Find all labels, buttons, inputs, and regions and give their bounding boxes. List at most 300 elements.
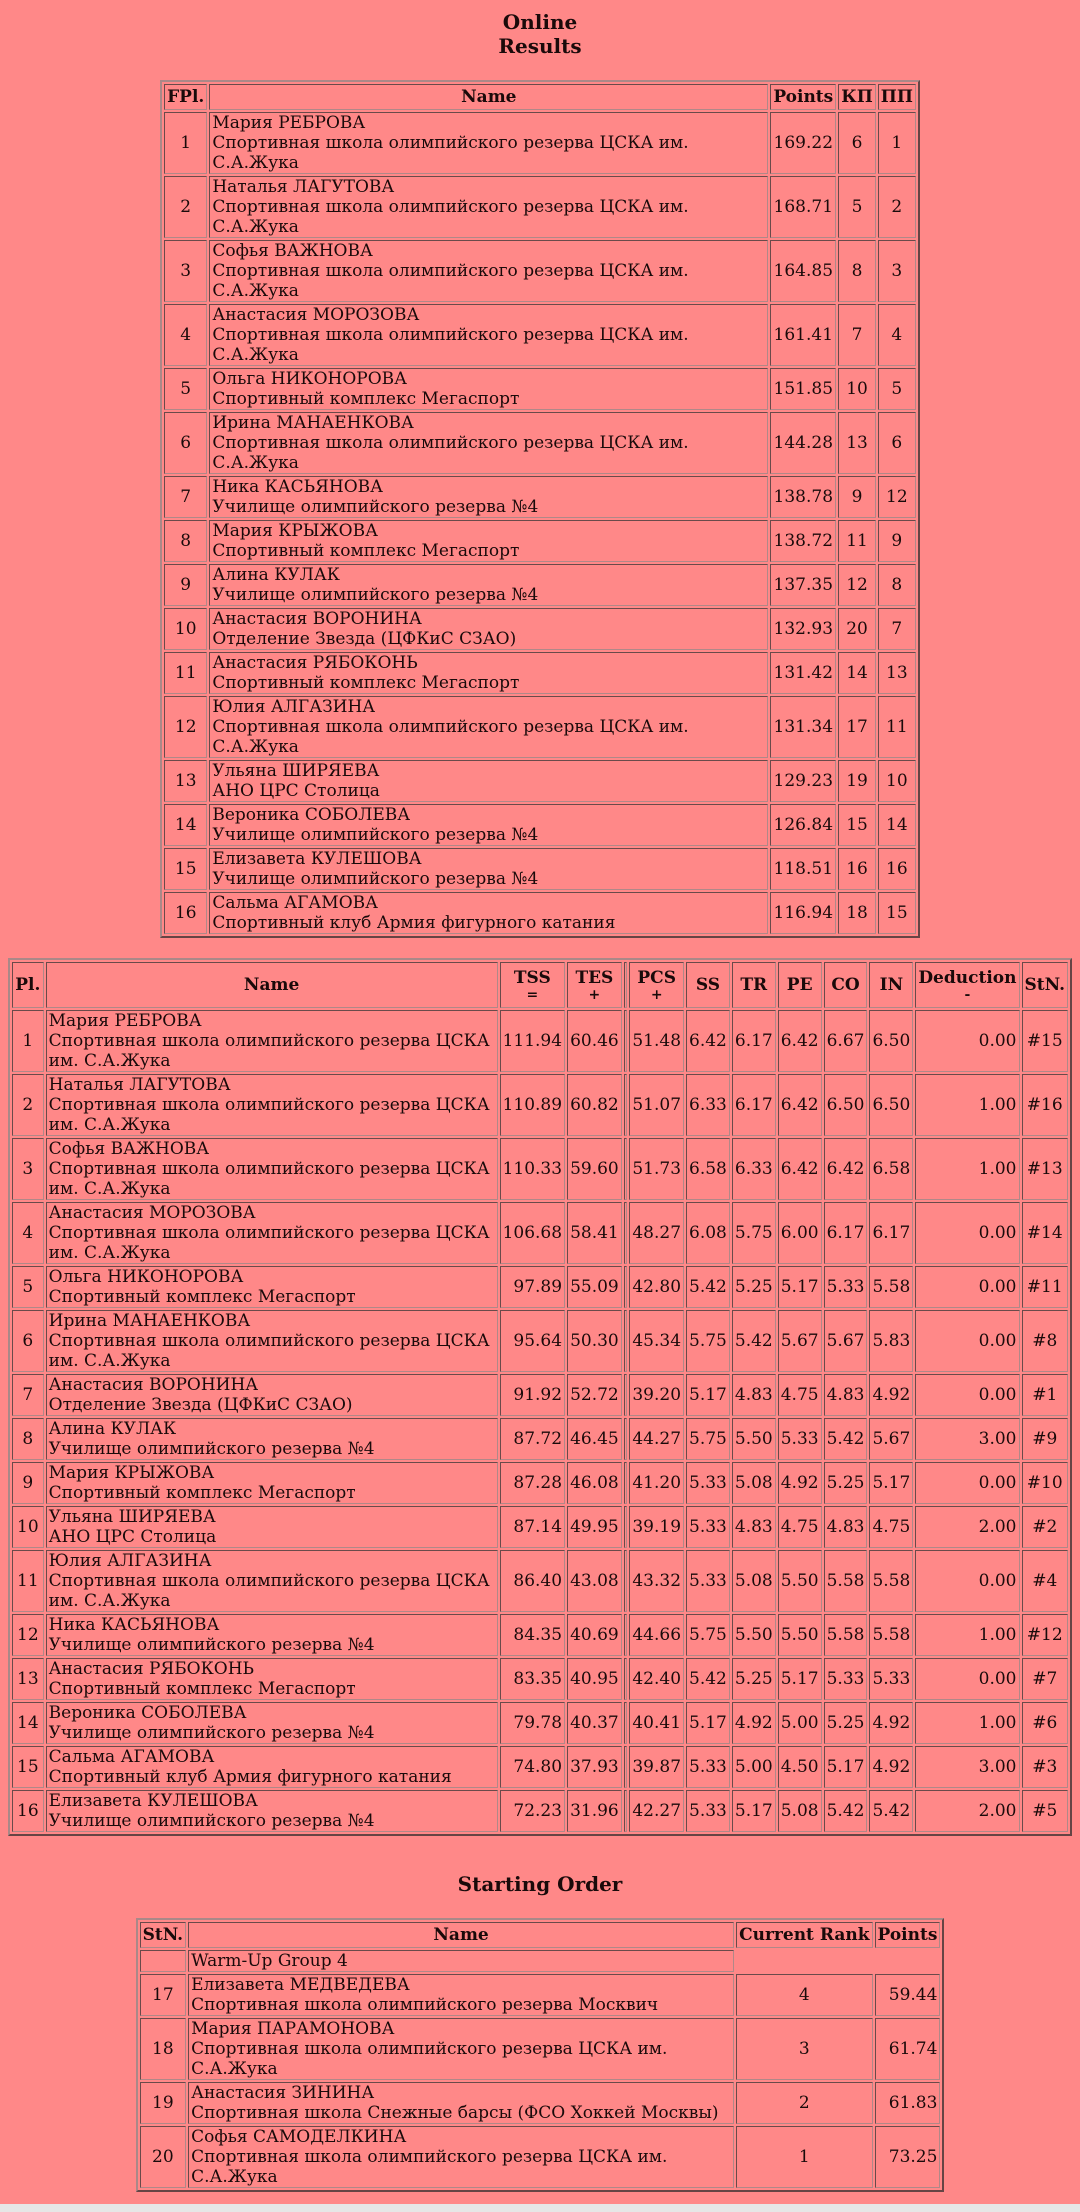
overall-row bbox=[164, 176, 916, 238]
points: 118.51 bbox=[770, 848, 836, 890]
col-tes-label: TES bbox=[575, 968, 614, 988]
tr-value: 5.50 bbox=[732, 1614, 776, 1656]
athlete-club: АНО ЦРС Столица bbox=[48, 1527, 217, 1547]
tss-value: 91.92 bbox=[500, 1374, 565, 1416]
overall-row bbox=[164, 112, 916, 174]
athlete-name: Вероника СОБОЛЕВА bbox=[212, 805, 411, 825]
col-in: IN bbox=[869, 962, 913, 1008]
co-value: 5.25 bbox=[824, 1702, 868, 1744]
col-points: Points bbox=[875, 1922, 941, 1948]
pe-value: 5.00 bbox=[778, 1702, 822, 1744]
segment-row bbox=[12, 1614, 1068, 1656]
ss-value: 5.33 bbox=[686, 1746, 730, 1788]
points: 131.34 bbox=[770, 696, 836, 758]
pcs-value: 43.32 bbox=[629, 1550, 684, 1612]
co-value: 5.42 bbox=[824, 1790, 868, 1832]
deduction-value: 3.00 bbox=[915, 1418, 1019, 1460]
deduction-value: 0.00 bbox=[915, 1462, 1019, 1504]
in-value: 5.58 bbox=[869, 1550, 913, 1612]
co-value: 5.67 bbox=[824, 1310, 868, 1372]
athlete-club: Спортивный комплекс Мегаспорт bbox=[48, 1483, 356, 1503]
place: 3 bbox=[12, 1138, 44, 1200]
place: 5 bbox=[164, 368, 207, 410]
pcs-value: 42.80 bbox=[629, 1266, 684, 1308]
deduction-value: 1.00 bbox=[915, 1074, 1019, 1136]
separator-cell bbox=[624, 1310, 628, 1372]
segment-row bbox=[12, 1202, 1068, 1264]
page-title bbox=[0, 10, 1080, 58]
athlete-name: Елизавета КУЛЕШОВА bbox=[212, 849, 422, 869]
athlete-club: Училище олимпийского резерва №4 bbox=[212, 825, 539, 845]
pp-rank: 2 bbox=[878, 176, 916, 238]
athlete-cell bbox=[209, 240, 768, 302]
ss-value: 5.42 bbox=[686, 1658, 730, 1700]
overall-header-row bbox=[164, 84, 916, 110]
athlete-club: Спортивный клуб Армия фигурного катания bbox=[48, 1767, 452, 1787]
start-number: #3 bbox=[1022, 1746, 1069, 1788]
col-tss-label: TSS bbox=[513, 968, 551, 988]
kp-rank: 17 bbox=[838, 696, 876, 758]
co-value: 4.83 bbox=[824, 1506, 868, 1548]
segment-row bbox=[12, 1550, 1068, 1612]
athlete-name: Алина КУЛАК bbox=[212, 565, 340, 585]
tr-value: 4.83 bbox=[732, 1374, 776, 1416]
athlete-cell bbox=[188, 2082, 734, 2124]
tr-value: 6.17 bbox=[732, 1010, 776, 1072]
athlete-club: Училище олимпийского резерва №4 bbox=[48, 1811, 375, 1831]
overall-row bbox=[164, 804, 916, 846]
ss-value: 5.75 bbox=[686, 1418, 730, 1460]
col-pcs bbox=[629, 962, 684, 1008]
in-value: 4.92 bbox=[869, 1374, 913, 1416]
deduction-value: 1.00 bbox=[915, 1138, 1019, 1200]
co-value: 5.17 bbox=[824, 1746, 868, 1788]
athlete-cell bbox=[209, 760, 768, 802]
kp-rank: 9 bbox=[838, 476, 876, 518]
overall-row bbox=[164, 240, 916, 302]
pcs-value: 42.40 bbox=[629, 1658, 684, 1700]
athlete-cell bbox=[209, 608, 768, 650]
pcs-value: 41.20 bbox=[629, 1462, 684, 1504]
athlete-name: Ирина МАНАЕНКОВА bbox=[48, 1311, 251, 1331]
in-value: 4.92 bbox=[869, 1746, 913, 1788]
warmup-group-label: Warm-Up Group 4 bbox=[188, 1950, 734, 1972]
in-value: 6.58 bbox=[869, 1138, 913, 1200]
athlete-club: Спортивный комплекс Мегаспорт bbox=[212, 541, 520, 561]
deduction-value: 0.00 bbox=[915, 1266, 1019, 1308]
ss-value: 5.33 bbox=[686, 1506, 730, 1548]
pcs-value: 51.48 bbox=[629, 1010, 684, 1072]
pp-rank: 7 bbox=[878, 608, 916, 650]
tes-value: 31.96 bbox=[567, 1790, 622, 1832]
athlete-club: Училище олимпийского резерва №4 bbox=[212, 869, 539, 889]
athlete-cell bbox=[209, 564, 768, 606]
tss-value: 111.94 bbox=[500, 1010, 565, 1072]
tes-value: 40.95 bbox=[567, 1658, 622, 1700]
pp-rank: 3 bbox=[878, 240, 916, 302]
kp-rank: 15 bbox=[838, 804, 876, 846]
col-co: CO bbox=[824, 962, 868, 1008]
points: 144.28 bbox=[770, 412, 836, 474]
tss-value: 110.33 bbox=[500, 1138, 565, 1200]
kp-rank: 14 bbox=[838, 652, 876, 694]
athlete-club: Училище олимпийского резерва №4 bbox=[48, 1723, 375, 1743]
pp-rank: 12 bbox=[878, 476, 916, 518]
place: 12 bbox=[164, 696, 207, 758]
separator-cell bbox=[624, 1010, 628, 1072]
col-tes-sub: + bbox=[588, 987, 601, 1003]
tr-value: 6.17 bbox=[732, 1074, 776, 1136]
pcs-value: 45.34 bbox=[629, 1310, 684, 1372]
athlete-name: Елизавета КУЛЕШОВА bbox=[48, 1791, 258, 1811]
points: 169.22 bbox=[770, 112, 836, 174]
points: 132.93 bbox=[770, 608, 836, 650]
separator-cell bbox=[624, 1138, 628, 1200]
col-name: Name bbox=[188, 1922, 734, 1948]
col-name: Name bbox=[46, 962, 498, 1008]
athlete-club: Спортивная школа олимпийского резерва ЦСКА им. С.А.Жука bbox=[212, 133, 689, 173]
title-line-1: Online bbox=[502, 10, 578, 34]
tes-value: 60.46 bbox=[567, 1010, 622, 1072]
place: 15 bbox=[164, 848, 207, 890]
athlete-cell bbox=[209, 304, 768, 366]
athlete-club: Училище олимпийского резерва №4 bbox=[48, 1635, 375, 1655]
pe-value: 4.75 bbox=[778, 1374, 822, 1416]
athlete-name: Мария РЕБРОВА bbox=[48, 1011, 202, 1031]
place: 12 bbox=[12, 1614, 44, 1656]
kp-rank: 13 bbox=[838, 412, 876, 474]
in-value: 5.42 bbox=[869, 1790, 913, 1832]
athlete-name: Анастасия РЯБОКОНЬ bbox=[48, 1659, 254, 1679]
tr-value: 5.08 bbox=[732, 1550, 776, 1612]
place: 13 bbox=[12, 1658, 44, 1700]
pe-value: 5.50 bbox=[778, 1614, 822, 1656]
place: 8 bbox=[164, 520, 207, 562]
points: 137.35 bbox=[770, 564, 836, 606]
col-tr: TR bbox=[732, 962, 776, 1008]
pp-rank: 14 bbox=[878, 804, 916, 846]
tss-value: 110.89 bbox=[500, 1074, 565, 1136]
athlete-cell bbox=[46, 1462, 498, 1504]
athlete-cell bbox=[46, 1138, 498, 1200]
kp-rank: 10 bbox=[838, 368, 876, 410]
athlete-club: Спортивный клуб Армия фигурного катания bbox=[212, 913, 616, 933]
overall-results-table bbox=[160, 80, 920, 938]
points: 116.94 bbox=[770, 892, 836, 934]
place: 11 bbox=[12, 1550, 44, 1612]
tes-value: 37.93 bbox=[567, 1746, 622, 1788]
segment-header-row bbox=[12, 962, 1068, 1008]
kp-rank: 19 bbox=[838, 760, 876, 802]
start-number: #5 bbox=[1022, 1790, 1069, 1832]
separator-cell bbox=[624, 1202, 628, 1264]
co-value: 5.33 bbox=[824, 1266, 868, 1308]
athlete-club: Спортивная школа олимпийского резерва ЦСКА им. С.А.Жука bbox=[48, 1223, 490, 1263]
pp-rank: 6 bbox=[878, 412, 916, 474]
athlete-cell bbox=[46, 1550, 498, 1612]
ss-value: 6.42 bbox=[686, 1010, 730, 1072]
tss-value: 87.14 bbox=[500, 1506, 565, 1548]
deduction-value: 0.00 bbox=[915, 1310, 1019, 1372]
athlete-cell bbox=[46, 1702, 498, 1744]
athlete-club: Училище олимпийского резерва №4 bbox=[212, 497, 539, 517]
in-value: 5.58 bbox=[869, 1614, 913, 1656]
tes-value: 46.08 bbox=[567, 1462, 622, 1504]
starting-order-title: Starting Order bbox=[457, 1872, 623, 1896]
separator-cell bbox=[624, 1074, 628, 1136]
pcs-value: 51.07 bbox=[629, 1074, 684, 1136]
start-number: #4 bbox=[1022, 1550, 1069, 1612]
athlete-club: Спортивный комплекс Мегаспорт bbox=[212, 673, 520, 693]
athlete-club: Спортивная школа олимпийского резерва ЦСКА им. С.А.Жука bbox=[212, 261, 689, 301]
pe-value: 5.17 bbox=[778, 1266, 822, 1308]
deduction-value: 0.00 bbox=[915, 1010, 1019, 1072]
page-bottom-strip bbox=[0, 2204, 1080, 2212]
athlete-cell bbox=[46, 1614, 498, 1656]
tr-value: 5.08 bbox=[732, 1462, 776, 1504]
athlete-name: Софья ВАЖНОВА bbox=[212, 241, 373, 261]
start-number: 20 bbox=[140, 2126, 187, 2188]
athlete-club: Отделение Звезда (ЦФКиС СЗАО) bbox=[212, 629, 517, 649]
col-stn: StN. bbox=[1022, 962, 1069, 1008]
tes-value: 55.09 bbox=[567, 1266, 622, 1308]
athlete-club: АНО ЦРС Столица bbox=[212, 781, 380, 801]
points: 151.85 bbox=[770, 368, 836, 410]
athlete-club: Спортивная школа олимпийского резерва ЦСКА им. С.А.Жука bbox=[212, 325, 689, 365]
athlete-club: Спортивная школа олимпийского резерва ЦСКА им. С.А.Жука bbox=[191, 2039, 668, 2079]
pe-value: 4.92 bbox=[778, 1462, 822, 1504]
separator-cell bbox=[624, 1374, 628, 1416]
tes-value: 40.69 bbox=[567, 1614, 622, 1656]
athlete-cell bbox=[209, 412, 768, 474]
col-pe: PE bbox=[778, 962, 822, 1008]
start-number: #6 bbox=[1022, 1702, 1069, 1744]
co-value: 5.33 bbox=[824, 1658, 868, 1700]
start-number: #1 bbox=[1022, 1374, 1069, 1416]
deduction-value: 2.00 bbox=[915, 1790, 1019, 1832]
start-number: 18 bbox=[140, 2018, 187, 2080]
tr-value: 5.50 bbox=[732, 1418, 776, 1460]
segment-row bbox=[12, 1010, 1068, 1072]
pp-rank: 4 bbox=[878, 304, 916, 366]
points: 138.72 bbox=[770, 520, 836, 562]
overall-row bbox=[164, 304, 916, 366]
athlete-cell bbox=[209, 892, 768, 934]
place: 15 bbox=[12, 1746, 44, 1788]
athlete-cell bbox=[188, 1974, 734, 2016]
athlete-name: Ольга НИКОНОРОВА bbox=[48, 1267, 244, 1287]
athlete-cell bbox=[209, 368, 768, 410]
points: 131.42 bbox=[770, 652, 836, 694]
overall-row bbox=[164, 368, 916, 410]
in-value: 4.92 bbox=[869, 1702, 913, 1744]
points: 59.44 bbox=[875, 1974, 941, 2016]
athlete-name: Ника КАСЬЯНОВА bbox=[48, 1615, 220, 1635]
ss-value: 5.42 bbox=[686, 1266, 730, 1308]
athlete-cell bbox=[46, 1418, 498, 1460]
athlete-name: Сальма АГАМОВА bbox=[48, 1747, 215, 1767]
starting-order-row bbox=[140, 1974, 941, 2016]
tes-value: 58.41 bbox=[567, 1202, 622, 1264]
place: 2 bbox=[12, 1074, 44, 1136]
place: 16 bbox=[12, 1790, 44, 1832]
athlete-name: Ульяна ШИРЯЕВА bbox=[212, 761, 380, 781]
col-tss bbox=[500, 962, 565, 1008]
kp-rank: 20 bbox=[838, 608, 876, 650]
separator-cell bbox=[624, 1746, 628, 1788]
starting-order-row bbox=[140, 2082, 941, 2124]
tes-value: 40.37 bbox=[567, 1702, 622, 1744]
warmup-group-empty bbox=[140, 1950, 187, 1972]
ss-value: 5.33 bbox=[686, 1462, 730, 1504]
ss-value: 5.33 bbox=[686, 1790, 730, 1832]
start-number: #14 bbox=[1022, 1202, 1069, 1264]
segment-row bbox=[12, 1074, 1068, 1136]
start-number: #7 bbox=[1022, 1658, 1069, 1700]
athlete-club: Спортивная школа олимпийского резерва ЦСКА им. С.А.Жука bbox=[48, 1331, 490, 1371]
col-deduction bbox=[915, 962, 1019, 1008]
pe-value: 6.00 bbox=[778, 1202, 822, 1264]
start-number: #9 bbox=[1022, 1418, 1069, 1460]
points: 61.83 bbox=[875, 2082, 941, 2124]
current-rank: 4 bbox=[736, 1974, 872, 2016]
athlete-name: Ирина МАНАЕНКОВА bbox=[212, 413, 414, 433]
tr-value: 6.33 bbox=[732, 1138, 776, 1200]
segment-row bbox=[12, 1138, 1068, 1200]
place: 1 bbox=[164, 112, 207, 174]
tr-value: 5.17 bbox=[732, 1790, 776, 1832]
athlete-cell bbox=[209, 804, 768, 846]
in-value: 6.17 bbox=[869, 1202, 913, 1264]
overall-row bbox=[164, 564, 916, 606]
tes-value: 49.95 bbox=[567, 1506, 622, 1548]
in-value: 5.83 bbox=[869, 1310, 913, 1372]
athlete-name: Ольга НИКОНОРОВА bbox=[212, 369, 408, 389]
athlete-club: Спортивный комплекс Мегаспорт bbox=[48, 1679, 356, 1699]
co-value: 5.58 bbox=[824, 1550, 868, 1612]
athlete-name: Ника КАСЬЯНОВА bbox=[212, 477, 384, 497]
starting-order-row bbox=[140, 2018, 941, 2080]
tr-value: 5.25 bbox=[732, 1266, 776, 1308]
athlete-name: Анастасия ВОРОНИНА bbox=[212, 609, 422, 629]
pcs-value: 40.41 bbox=[629, 1702, 684, 1744]
kp-rank: 8 bbox=[838, 240, 876, 302]
athlete-name: Мария РЕБРОВА bbox=[212, 113, 366, 133]
tes-value: 52.72 bbox=[567, 1374, 622, 1416]
place: 3 bbox=[164, 240, 207, 302]
overall-row bbox=[164, 412, 916, 474]
ss-value: 5.75 bbox=[686, 1310, 730, 1372]
tss-value: 84.35 bbox=[500, 1614, 565, 1656]
athlete-name: Анастасия МОРОЗОВА bbox=[212, 305, 420, 325]
athlete-name: Вероника СОБОЛЕВА bbox=[48, 1703, 247, 1723]
place: 6 bbox=[12, 1310, 44, 1372]
tes-value: 43.08 bbox=[567, 1550, 622, 1612]
athlete-cell bbox=[46, 1266, 498, 1308]
tss-value: 106.68 bbox=[500, 1202, 565, 1264]
separator-cell bbox=[624, 1462, 628, 1504]
kp-rank: 5 bbox=[838, 176, 876, 238]
pe-value: 5.67 bbox=[778, 1310, 822, 1372]
pe-value: 4.50 bbox=[778, 1746, 822, 1788]
place: 11 bbox=[164, 652, 207, 694]
points: 129.23 bbox=[770, 760, 836, 802]
col-kp: КП bbox=[838, 84, 876, 110]
tss-value: 95.64 bbox=[500, 1310, 565, 1372]
overall-row bbox=[164, 476, 916, 518]
pp-rank: 13 bbox=[878, 652, 916, 694]
athlete-club: Отделение Звезда (ЦФКиС СЗАО) bbox=[48, 1395, 353, 1415]
deduction-value: 0.00 bbox=[915, 1658, 1019, 1700]
pe-value: 6.42 bbox=[778, 1138, 822, 1200]
place: 9 bbox=[12, 1462, 44, 1504]
co-value: 6.42 bbox=[824, 1138, 868, 1200]
athlete-cell bbox=[209, 112, 768, 174]
in-value: 5.58 bbox=[869, 1266, 913, 1308]
athlete-club: Спортивная школа олимпийского резерва ЦСКА им. С.А.Жука bbox=[212, 197, 689, 237]
segment-row bbox=[12, 1374, 1068, 1416]
athlete-club: Спортивная школа олимпийского резерва ЦСКА им. С.А.Жука bbox=[48, 1031, 490, 1071]
athlete-name: Анастасия ВОРОНИНА bbox=[48, 1375, 259, 1395]
pcs-value: 44.27 bbox=[629, 1418, 684, 1460]
col-tss-sub: = bbox=[526, 987, 539, 1003]
tr-value: 4.83 bbox=[732, 1506, 776, 1548]
athlete-cell bbox=[46, 1374, 498, 1416]
segment-row bbox=[12, 1702, 1068, 1744]
athlete-name: Мария КРЫЖОВА bbox=[48, 1463, 215, 1483]
pp-rank: 5 bbox=[878, 368, 916, 410]
athlete-cell bbox=[46, 1746, 498, 1788]
pcs-value: 48.27 bbox=[629, 1202, 684, 1264]
athlete-club: Спортивная школа олимпийского резерва ЦСКА им. С.А.Жука bbox=[212, 433, 689, 473]
pcs-value: 39.20 bbox=[629, 1374, 684, 1416]
place: 2 bbox=[164, 176, 207, 238]
tss-value: 86.40 bbox=[500, 1550, 565, 1612]
athlete-name: Софья ВАЖНОВА bbox=[48, 1139, 210, 1159]
place: 9 bbox=[164, 564, 207, 606]
starting-order-header-row bbox=[140, 1922, 941, 1948]
warmup-group-row bbox=[140, 1950, 941, 1972]
pe-value: 4.75 bbox=[778, 1506, 822, 1548]
warmup-group-filler bbox=[736, 1950, 940, 1972]
pp-rank: 1 bbox=[878, 112, 916, 174]
co-value: 6.67 bbox=[824, 1010, 868, 1072]
col-separator bbox=[624, 962, 628, 1008]
separator-cell bbox=[624, 1702, 628, 1744]
separator-cell bbox=[624, 1790, 628, 1832]
separator-cell bbox=[624, 1266, 628, 1308]
athlete-cell bbox=[188, 2018, 734, 2080]
segment-row bbox=[12, 1658, 1068, 1700]
place: 10 bbox=[12, 1506, 44, 1548]
athlete-cell bbox=[209, 848, 768, 890]
athlete-club: Спортивная школа олимпийского резерва ЦСКА им. С.А.Жука bbox=[48, 1095, 490, 1135]
kp-rank: 11 bbox=[838, 520, 876, 562]
athlete-name: Наталья ЛАГУТОВА bbox=[48, 1075, 231, 1095]
pcs-value: 39.19 bbox=[629, 1506, 684, 1548]
overall-row bbox=[164, 696, 916, 758]
col-pp: ПП bbox=[878, 84, 916, 110]
athlete-name: Алина КУЛАК bbox=[48, 1419, 177, 1439]
starting-order-table bbox=[136, 1918, 945, 2192]
place: 4 bbox=[12, 1202, 44, 1264]
current-rank: 3 bbox=[736, 2018, 872, 2080]
co-value: 6.17 bbox=[824, 1202, 868, 1264]
place: 1 bbox=[12, 1010, 44, 1072]
pp-rank: 15 bbox=[878, 892, 916, 934]
col-deduction-label: Deduction bbox=[918, 968, 1017, 988]
pp-rank: 9 bbox=[878, 520, 916, 562]
